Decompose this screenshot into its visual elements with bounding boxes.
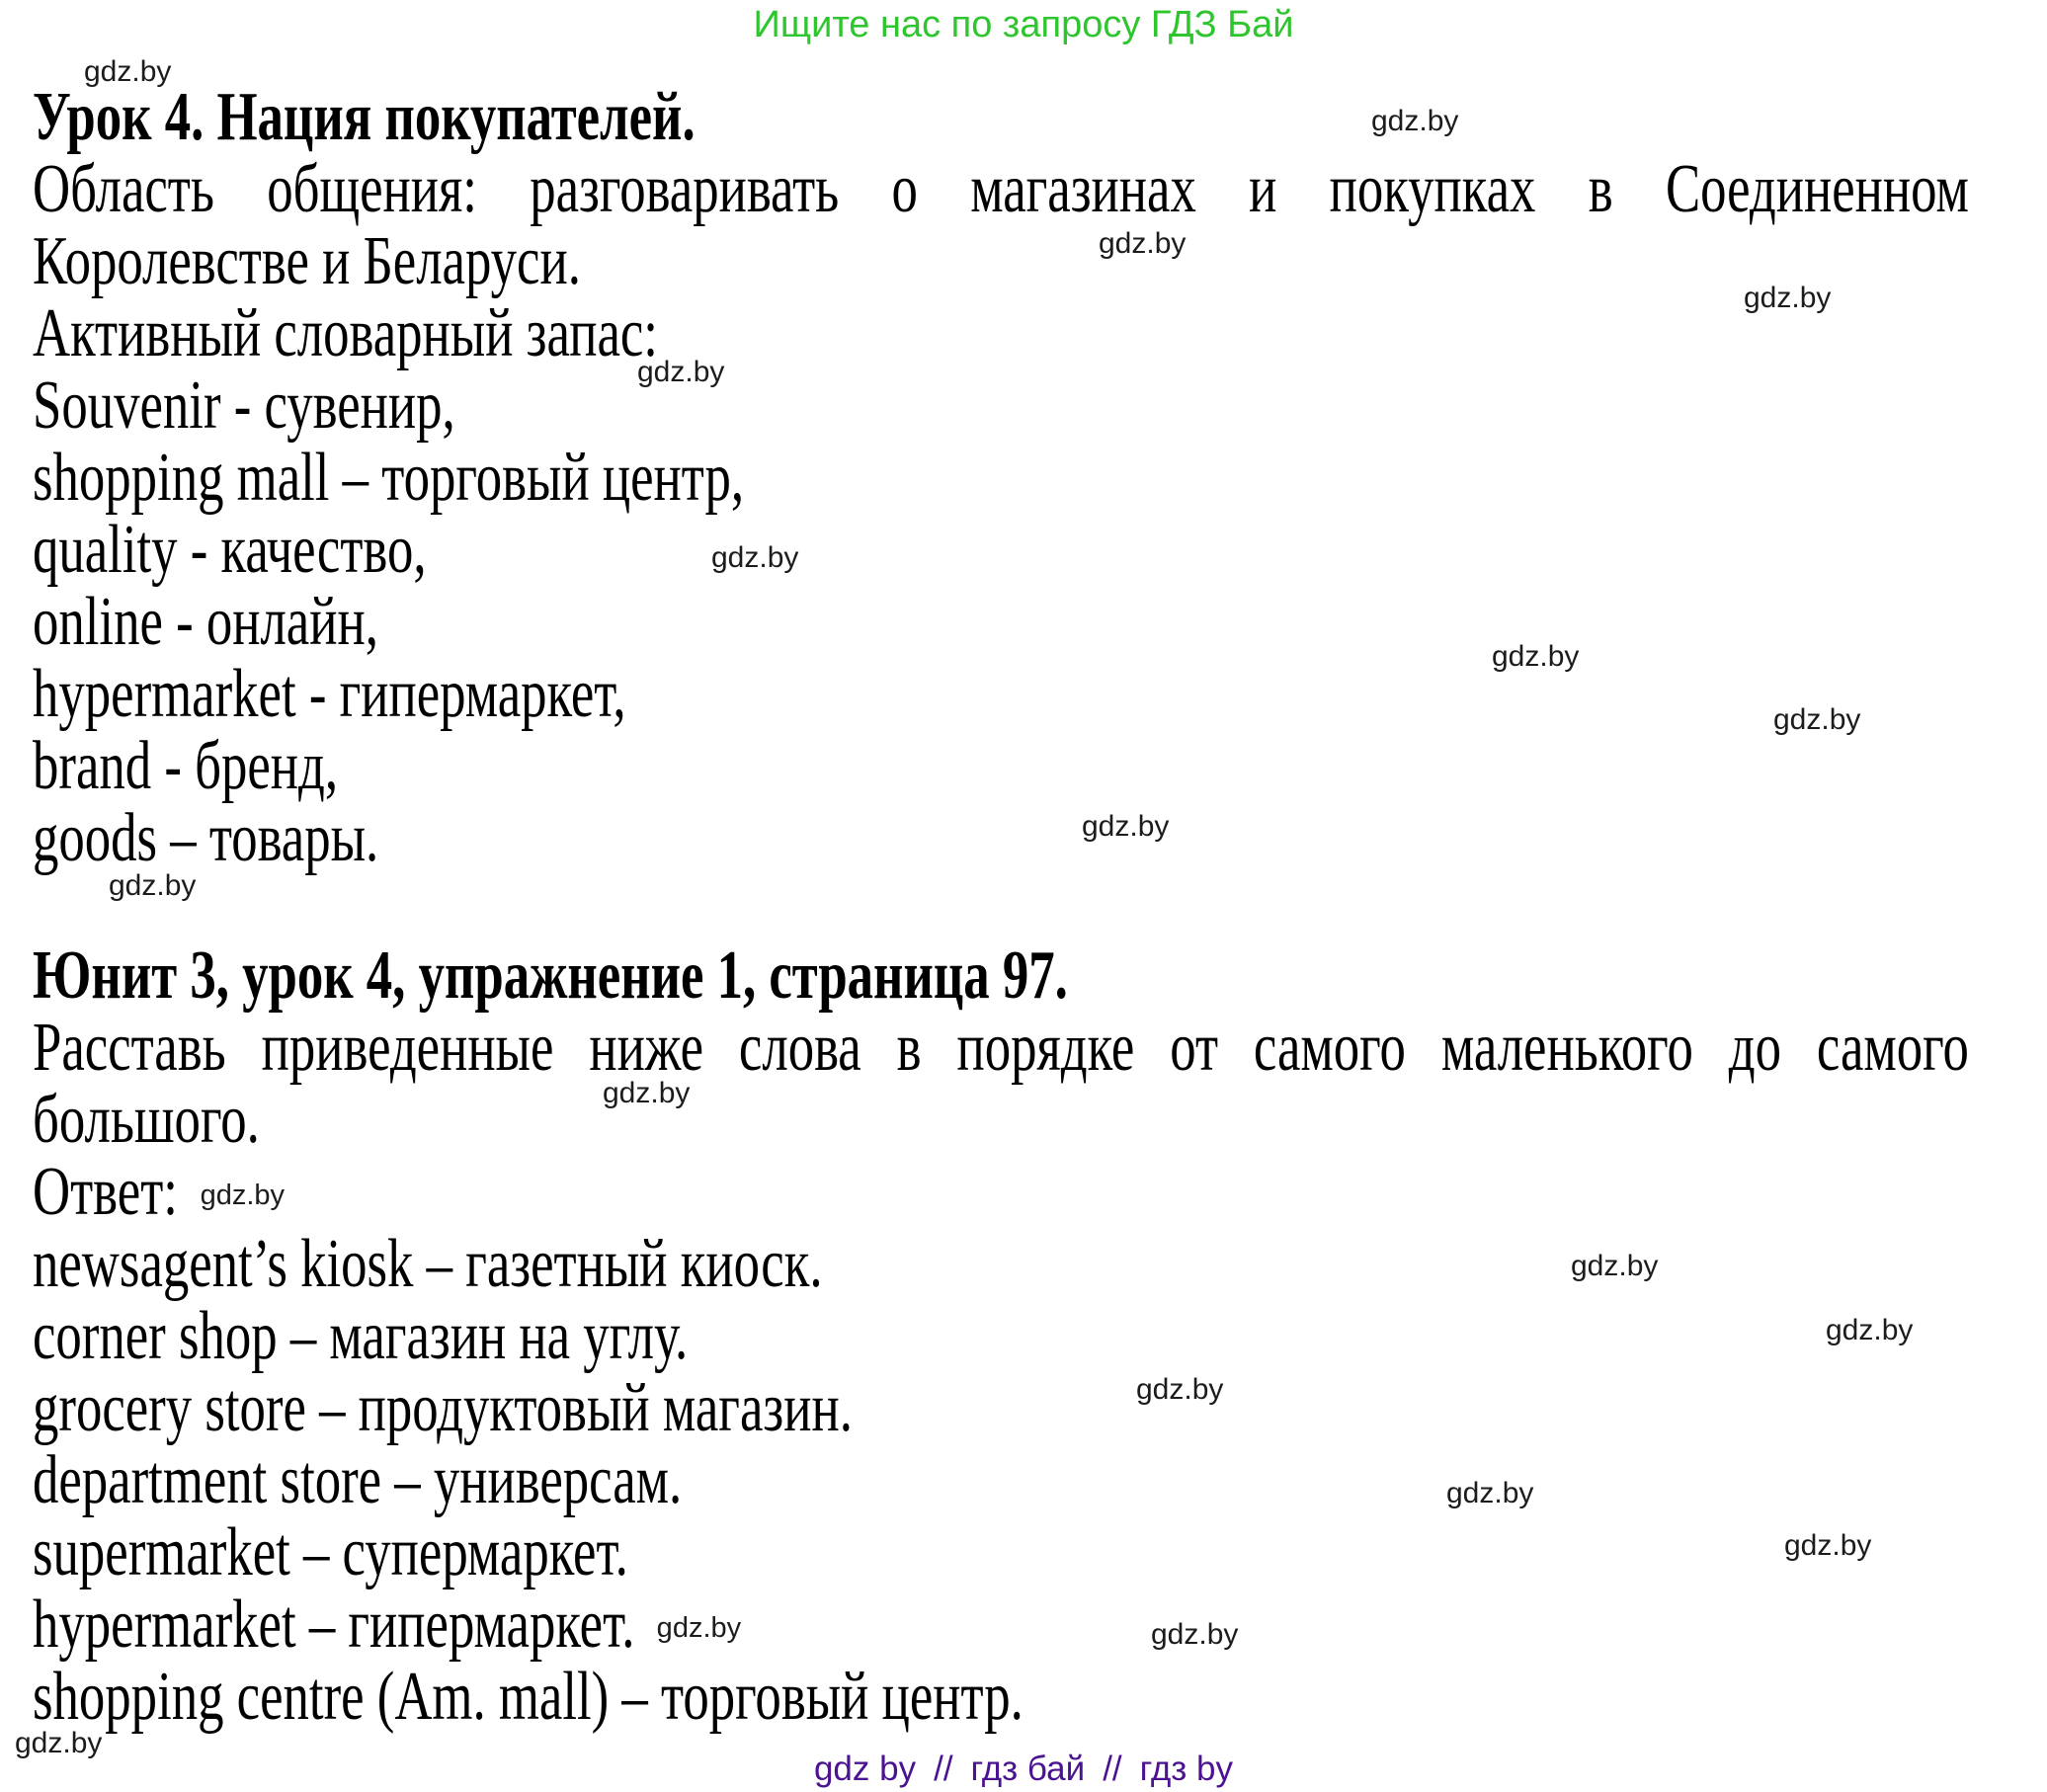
gdz-watermark: gdz.by: [1099, 227, 1187, 260]
gdz-watermark: gdz.by: [1371, 105, 1459, 137]
footer-brand-text: [0, 1751, 2047, 1789]
lesson-title: Урок 4. Нация покупателей.: [33, 79, 696, 155]
gdz-watermark: gdz.by: [200, 1180, 285, 1211]
vocab-item: brand - бренд,: [33, 728, 339, 804]
footer-brand-part: гдз бай: [970, 1750, 1086, 1788]
gdz-watermark: gdz.by: [1136, 1373, 1224, 1406]
exercise-task-line-2: большого.: [33, 1082, 260, 1158]
vocab-item: Souvenir - сувенир,: [33, 367, 455, 444]
gdz-watermark: gdz.by: [1773, 703, 1861, 736]
gdz-watermark: gdz.by: [109, 869, 197, 902]
footer-brand-part: gdz by: [813, 1750, 917, 1788]
answer-item: newsagent’s kiosk – газетный киоск.: [33, 1226, 823, 1302]
answer-label-line: [33, 1156, 1969, 1228]
vocab-item: goods – товары.: [33, 800, 379, 876]
answer-label: Ответ:: [33, 1154, 178, 1230]
vocab-item: hypermarket - гипермаркет,: [33, 656, 626, 732]
gdz-watermark: gdz.by: [1571, 1250, 1659, 1282]
gdz-watermark: gdz.by: [1082, 810, 1170, 843]
gdz-watermark: gdz.by: [657, 1612, 742, 1644]
exercise-heading: Юнит 3, урок 4, упражнение 1, страница 97.: [33, 937, 1068, 1014]
gdz-watermark: gdz.by: [1784, 1529, 1872, 1562]
footer-separator: //: [934, 1750, 953, 1788]
answer-item: corner shop – магазин на углу.: [33, 1298, 689, 1374]
answer-item: department store – универсам.: [33, 1442, 683, 1518]
answer-item: [33, 1588, 1969, 1661]
gdz-watermark: gdz.by: [711, 541, 799, 574]
gdz-watermark: gdz.by: [1446, 1477, 1534, 1509]
answer-item: grocery store – продуктовый магазин.: [33, 1370, 853, 1446]
lesson-intro-line-2: Королевстве и Беларуси.: [33, 223, 581, 299]
vocab-heading: Активный словарный запас:: [33, 295, 658, 371]
answer-document: [33, 81, 1969, 1733]
gdz-watermark: gdz.by: [1492, 640, 1580, 673]
answer-item: supermarket – супермаркет.: [33, 1514, 628, 1590]
answer-item: shopping centre (Am. mall) – торговый центр.: [33, 1659, 1024, 1735]
gdz-watermark: gdz.by: [1151, 1618, 1239, 1651]
footer-brand-part: гдз by: [1139, 1750, 1234, 1788]
gdz-watermark: gdz.by: [1744, 282, 1832, 314]
promo-banner-text: Ищите нас по запросу ГДЗ Бай: [753, 4, 1294, 45]
vocab-item: online - онлайн,: [33, 584, 378, 660]
exercise-task-line-1: Расставь приведенные ниже слова в порядке от самого маленького до самого: [33, 1010, 1969, 1086]
gdz-watermark: gdz.by: [603, 1077, 691, 1109]
gdz-watermark: gdz.by: [15, 1727, 103, 1759]
vocab-item: shopping mall – торговый центр,: [33, 440, 745, 516]
footer-separator: //: [1103, 1750, 1122, 1788]
answer-item-text: hypermarket – гипермаркет.: [33, 1587, 635, 1663]
gdz-watermark: gdz.by: [637, 356, 725, 388]
lesson-intro-line-1: Область общения: разговаривать о магазинах и покупках в Соединенном: [33, 151, 1969, 227]
vocab-item: quality - качество,: [33, 512, 427, 588]
gdz-watermark: gdz.by: [1826, 1314, 1914, 1346]
gdz-watermark: gdz.by: [84, 55, 172, 88]
